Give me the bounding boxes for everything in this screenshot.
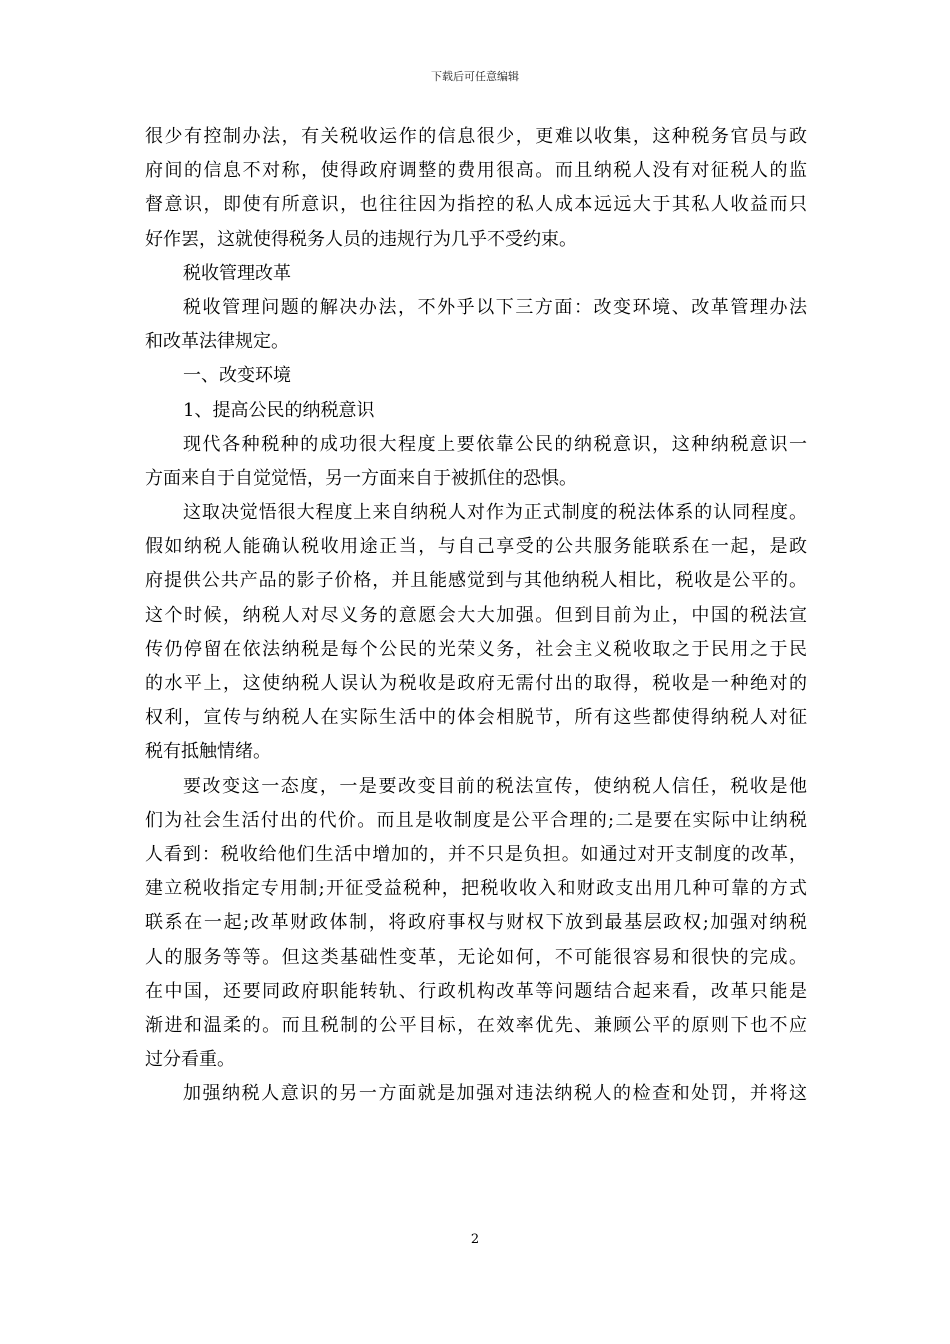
section-heading: [145, 394, 807, 428]
section-heading: [145, 359, 807, 393]
text-line: 1、提高公民的纳税意识: [183, 399, 375, 421]
text-line: 税有抵触情绪。: [145, 741, 271, 763]
paragraph: [145, 496, 807, 770]
text-line: 一、改变环境: [183, 365, 291, 387]
text-line: 的水平上，这使纳税人误认为税收是政府无需付出的取得，税收是一种绝对的: [145, 673, 807, 694]
page-number: 2: [470, 1232, 480, 1247]
text-line: 和改革法律规定。: [145, 331, 289, 353]
text-line: 督意识，即使有所意识，也往往因为指控的私人成本远远大于其私人收益而只: [145, 194, 807, 216]
text-line: 这取决觉悟很大程度上来自纳税人对作为正式制度的税法体系的认同程度。: [183, 502, 807, 524]
text-line: 这个时候，纳税人对尽义务的意愿会大大加强。但到目前为止，中国的税法宣: [145, 604, 807, 626]
text-line: 好作罢，这就使得税务人员的违规行为几乎不受约束。: [145, 228, 577, 250]
text-line: 渐进和温柔的。而且税制的公平目标，在效率优先、兼顾公平的原则下也不应: [145, 1014, 807, 1036]
text-line: 府提供公共产品的影子价格，并且能感觉到与其他纳税人相比，税收是公平的。: [145, 570, 807, 592]
paragraph: [145, 428, 807, 496]
paragraph: [145, 1077, 807, 1111]
text-line: 传仍停留在依法纳税是每个公民的光荣义务，社会主义税收取之于民用之于民: [145, 638, 807, 660]
text-line: 加强纳税人意识的另一方面就是加强对违法纳税人的检查和处罚，并将这: [183, 1083, 807, 1105]
text-line: 现代各种税种的成功很大程度上要依靠公民的纳税意识，这种纳税意识一: [183, 433, 807, 455]
text-line: 税收管理改革: [183, 262, 291, 284]
paragraph: [145, 120, 807, 257]
text-line: 假如纳税人能确认税收用途正当，与自己享受的公共服务能联系在一起，是政: [145, 536, 807, 558]
text-line: 过分看重。: [145, 1049, 235, 1071]
text-line: 人看到：税收给他们生活中增加的，并不只是负担。如通过对开支制度的改革，: [145, 843, 807, 865]
text-line: 们为社会生活付出的代价。而且是收制度是公平合理的;二是要在实际中让纳税: [145, 809, 807, 831]
text-line: 联系在一起;改革财政体制，将政府事权与财权下放到最基层政权;加强对纳税: [145, 912, 807, 934]
text-line: 在中国，还要同政府职能转轨、行政机构改革等问题结合起来看，改革只能是: [145, 980, 807, 1002]
page-header: 下载后可任意编辑: [431, 70, 519, 83]
text-line: 方面来自于自觉觉悟，另一方面来自于被抓住的恐惧。: [145, 467, 577, 489]
section-heading: [145, 257, 807, 291]
text-line: 要改变这一态度，一是要改变目前的税法宣传，使纳税人信任，税收是他: [183, 775, 807, 797]
text-line: 很少有控制办法，有关税收运作的信息很少，更难以收集，这种税务官员与政: [145, 126, 807, 147]
document-body: [145, 120, 807, 1111]
text-line: 税收管理问题的解决办法，不外乎以下三方面：改变环境、改革管理办法: [183, 296, 807, 318]
text-line: 建立税收指定专用制;开征受益税种，把税收收入和财政支出用几种可靠的方式: [145, 878, 807, 900]
text-line: 权利，宣传与纳税人在实际生活中的体会相脱节，所有这些都使得纳税人对征: [145, 707, 807, 729]
text-line: 人的服务等等。但这类基础性变革，无论如何，不可能很容易和很快的完成。: [145, 946, 807, 968]
paragraph: [145, 291, 807, 359]
text-line: 府间的信息不对称，使得政府调整的费用很高。而且纳税人没有对征税人的监: [145, 160, 807, 182]
paragraph: [145, 770, 807, 1078]
